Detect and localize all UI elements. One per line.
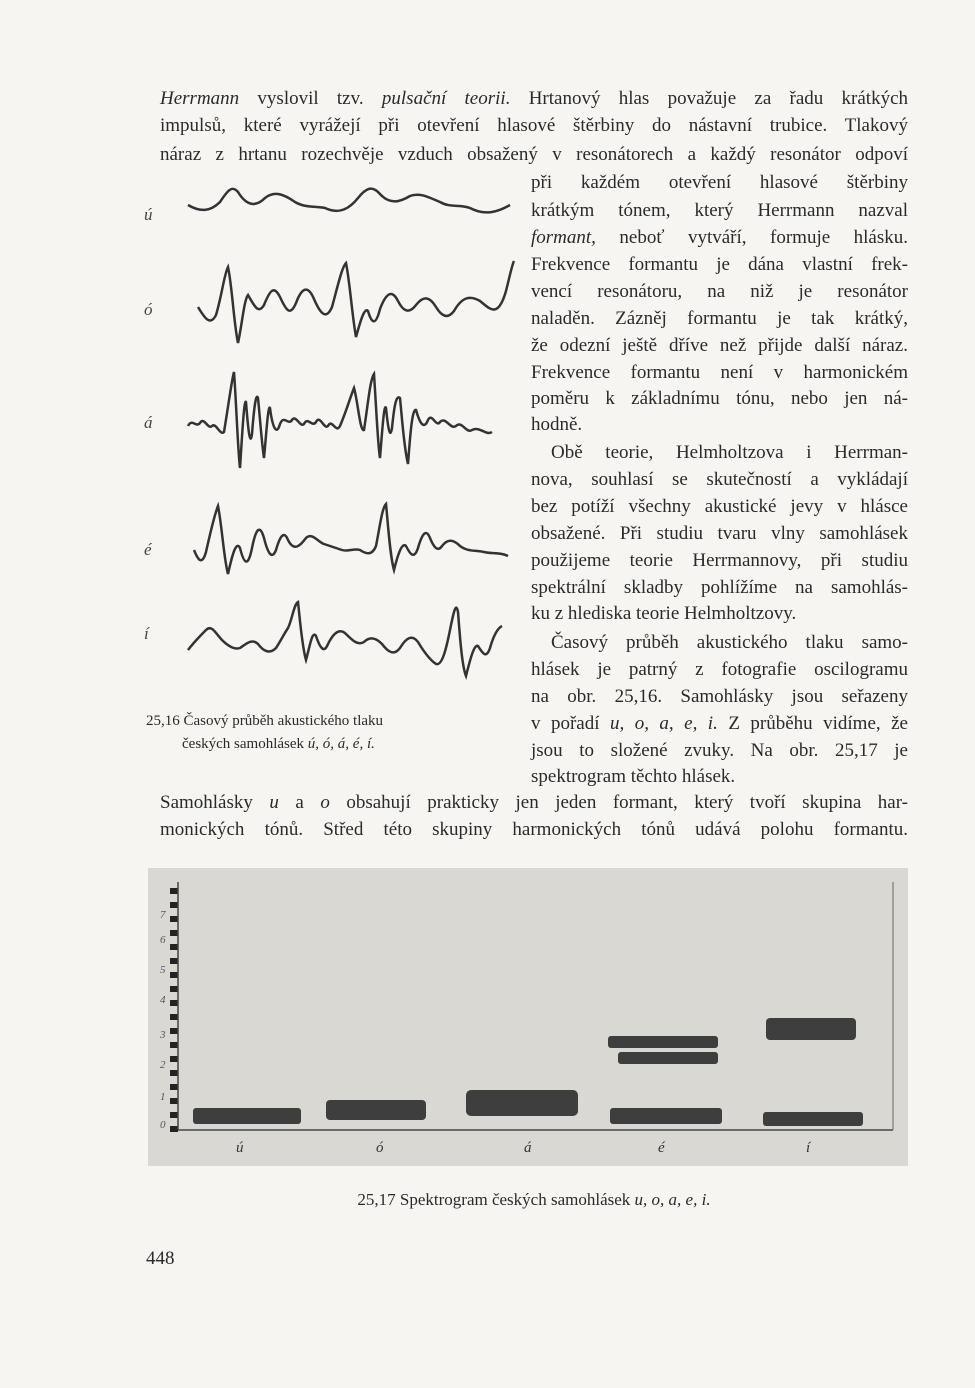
x-label: é <box>658 1140 665 1156</box>
text-span: obsahují prakticky jen jeden formant, který tvoří skupina har- <box>329 792 909 813</box>
spectrogram-caption <box>160 1190 908 1210</box>
text-line: při každém otevření hlasové štěrbiny <box>531 172 908 193</box>
figure-caption-line <box>182 733 375 755</box>
text-line: obsažené. Při studiu tvaru vlny samohlásek <box>531 523 908 544</box>
formant-band <box>608 1036 718 1048</box>
y-tick-label: 0 <box>160 1119 166 1131</box>
y-tick-label: 5 <box>160 964 166 976</box>
vowel-label-i: í <box>144 624 149 643</box>
text-line: hodně. <box>531 414 583 435</box>
waveform-o <box>180 255 520 365</box>
text-line <box>160 790 908 816</box>
formant-band <box>618 1052 718 1064</box>
text-line: vencí resonátoru, na niž je resonátor <box>531 281 908 302</box>
text-span: 25,17 Spektrogram českých samohlásek <box>357 1190 635 1209</box>
x-label: ú <box>236 1140 244 1156</box>
x-label: ó <box>376 1140 384 1156</box>
text-line: Časový průběh akustického tlaku samo- <box>551 632 908 653</box>
text-span: neboť vytváří, formuje hlásku. <box>595 227 908 248</box>
text-line: jsou to složené zvuky. Na obr. 25,17 je <box>531 740 908 761</box>
x-label: á <box>524 1140 532 1156</box>
text-line: krátkým tónem, který Herrmann nazval <box>531 200 908 221</box>
vowel-label-e: é <box>144 540 152 559</box>
text-span: formant, <box>531 227 596 248</box>
text-span: o <box>320 792 330 813</box>
text-line: spektrální skladby pohlížíme na samohlás- <box>531 577 908 598</box>
text-line: ku z hlediska teorie Helmholtzovy. <box>531 603 797 624</box>
text-span: u, o, a, e, i. <box>609 713 718 734</box>
text-line: naladěn. Zázněj formantu je tak krátký, <box>531 308 908 329</box>
text-line: Frekvence formantu je dána vlastní frek- <box>531 254 908 275</box>
text-span: u, o, a, e, i. <box>634 1190 711 1209</box>
formant-band <box>193 1108 301 1124</box>
text-line: náraz z hrtanu rozechvěje vzduch obsažený v resonátorech a každý resonátor odpoví <box>160 144 908 165</box>
vowel-label-o: ó <box>144 300 153 319</box>
text-span: ú, ó, á, é, í. <box>307 736 375 752</box>
vowel-label-u: ú <box>144 205 153 224</box>
text-line: nova, souhlasí se skutečností a vykládají <box>531 469 908 490</box>
text-line: Obě teorie, Helmholtzova i Herrman- <box>551 442 908 463</box>
formant-band <box>610 1108 722 1124</box>
text-span: Z průběhu vidíme, že <box>717 713 908 734</box>
y-tick-label: 4 <box>160 994 166 1006</box>
text-line: Frekvence formantu není v harmonickém <box>531 362 908 383</box>
text-line: monických tónů. Střed této skupiny harmonických tónů udává polohu formantu. <box>160 819 908 840</box>
text-line: na obr. 25,16. Samohlásky jsou seřazeny <box>531 686 908 707</box>
formant-band <box>763 1112 863 1126</box>
formant-band <box>766 1018 856 1040</box>
y-tick-label: 6 <box>160 934 166 946</box>
text-line <box>531 225 908 251</box>
text-span: a <box>278 792 321 813</box>
y-tick-label: 2 <box>160 1059 166 1071</box>
text-span: Samohlásky <box>160 792 270 813</box>
waveform-i <box>180 590 520 700</box>
figure-caption-line: 25,16 Časový průběh akustického tlaku <box>146 713 384 729</box>
text-line: použijeme teorie Herrmannovy, při studiu <box>531 550 908 571</box>
text-line <box>160 86 908 112</box>
x-label: í <box>806 1140 811 1156</box>
spectrogram-image <box>148 868 908 1166</box>
formant-band <box>466 1090 578 1116</box>
text-line: poměru k základnímu tónu, nebo jen ná- <box>531 388 908 409</box>
text-line: spektrogram těchto hlásek. <box>531 766 736 787</box>
y-tick-label: 3 <box>160 1029 166 1041</box>
text-span: pulsační teorii. <box>381 88 511 109</box>
text-span: u <box>269 792 279 813</box>
text-span: Hrtanový hlas považuje za řadu krátkých <box>510 88 908 109</box>
formant-band <box>326 1100 426 1120</box>
text-span: vyslovil tzv. <box>239 88 382 109</box>
text-line <box>531 711 908 737</box>
waveform-a <box>180 368 520 478</box>
vowel-label-a: á <box>144 413 153 432</box>
text-span: v pořadí <box>531 713 610 734</box>
text-line: hlásek je patrný z fotografie oscilogramu <box>531 659 908 680</box>
text-span: Herrmann <box>160 88 240 109</box>
waveform-e <box>180 490 520 600</box>
text-line: že odezní ještě dříve než přijde další náraz. <box>531 335 908 356</box>
y-tick-label: 7 <box>160 909 166 921</box>
spectrogram-figure <box>148 868 908 1166</box>
page-number: 448 <box>146 1248 175 1269</box>
text-line: bez potíží všechny akustické jevy v hlásce <box>531 496 908 517</box>
text-line: impulsů, které vyrážejí při otevření hlasové štěrbiny do nástavní trubice. Tlakový <box>160 115 908 136</box>
text-span: českých samohlásek <box>182 736 308 752</box>
waveform-u <box>180 160 520 270</box>
y-tick-label: 1 <box>160 1091 166 1103</box>
